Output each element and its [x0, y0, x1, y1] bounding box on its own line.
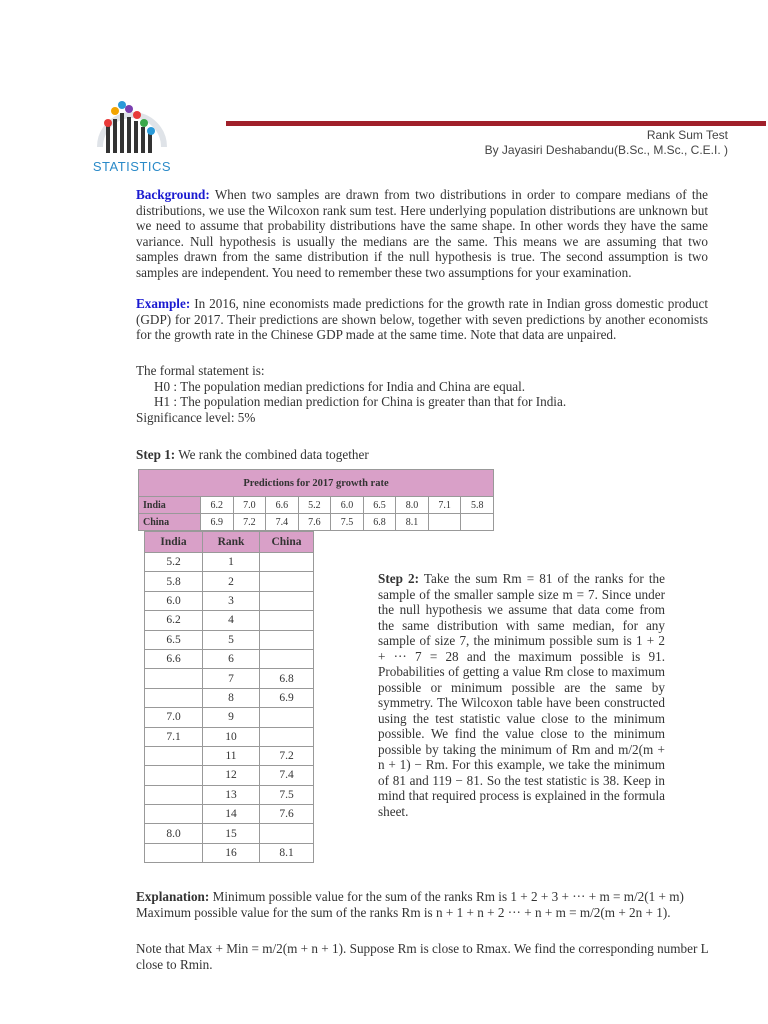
background-label: Background: [136, 187, 210, 202]
table-cell: 3 [203, 591, 260, 610]
logo-text: STATISTICS [92, 159, 172, 174]
table-cell: 8.1 [260, 843, 314, 862]
row-label-india: India [139, 497, 201, 514]
table-row [145, 553, 314, 572]
table-cell [260, 649, 314, 668]
table-row [145, 785, 314, 804]
table-cell: 10 [203, 727, 260, 746]
table-cell: 5.2 [298, 497, 331, 514]
header-rule [226, 121, 766, 126]
table-cell: 7.1 [145, 727, 203, 746]
table-cell: 7.6 [260, 805, 314, 824]
alt-hypothesis: H1 : The population median prediction for China is greater than that for India. [154, 394, 567, 410]
table-cell [145, 746, 203, 765]
significance-level: Significance level: 5% [136, 409, 256, 425]
table-row [139, 514, 494, 531]
table-row [145, 572, 314, 591]
table-cell: 7.6 [298, 514, 331, 531]
predictions-table [138, 469, 494, 531]
step2-paragraph [378, 571, 665, 819]
table-row [145, 766, 314, 785]
table-cell: 5.2 [145, 553, 203, 572]
table-cell: 6.5 [145, 630, 203, 649]
bar-chart-logo-icon [82, 95, 182, 157]
column-header-rank: Rank [203, 532, 260, 553]
table-cell: 6.9 [260, 688, 314, 707]
table-cell: 7.4 [260, 766, 314, 785]
table-cell [260, 611, 314, 630]
table-cell: 1 [203, 553, 260, 572]
table-cell: 5 [203, 630, 260, 649]
doc-title: Rank Sum Test [646, 128, 728, 142]
note-line1: Note that Max + Min = m/2(m + n + 1). Suppose Rm is close to Rmax. We find the corresponding number L [136, 941, 709, 956]
table-cell: 7.1 [428, 497, 461, 514]
table-cell [260, 591, 314, 610]
example-text: In 2016, nine economists made predictions for the growth rate in Indian gross domestic product (GDP) for 2017. Their predictions are shown below, together with seven predictions by another economists for the growth rate in the Chinese GDP made at the same time. Note that data are unpaired. [136, 296, 709, 343]
table-cell: 7.5 [260, 785, 314, 804]
table-row [145, 708, 314, 727]
step2-label: Step 2: [378, 571, 419, 586]
table-cell [260, 727, 314, 746]
column-header-india: India [145, 532, 203, 553]
statistics-logo [82, 95, 182, 175]
null-hypothesis: H0 : The population median predictions for India and China are equal. [154, 378, 526, 394]
table-cell [145, 805, 203, 824]
table-cell: 13 [203, 785, 260, 804]
table-cell: 6.8 [260, 669, 314, 688]
explanation [136, 889, 736, 920]
step2-text: Take the sum Rm = 81 of the ranks for the sample of the smaller sample size m = 7. Since under the null hypothesis we assume that data come from the same distribution with same median, for any sample of size 7, the minimum possible sum is 1 + 2 + ··· 7 = 28 and the maximum possible is 91. Probabilities of getting a value Rm close to maximum possible or minimum possible are the same by symmetry. The Wilcoxon table have been constructed using the test statistic value close to the minimum possible. We find the value close to the minimum possible by taking the minimum of Rm and m/2(m + n + 1) − Rm. For this example, we take the minimum of 81 and 119 − 81. So the test statistic is 38. Keep in mind that required process is explained in the formula sheet. [378, 571, 665, 819]
table-row [145, 688, 314, 707]
table-row [145, 630, 314, 649]
table-cell: 7 [203, 669, 260, 688]
table-cell: 5.8 [145, 572, 203, 591]
table-cell: 7.2 [233, 514, 266, 531]
example-paragraph [136, 296, 708, 343]
doc-author: By Jayasiri Deshabandu(B.Sc., M.Sc., C.E.I. ) [484, 143, 728, 157]
note [136, 941, 736, 972]
explanation-line1: Minimum possible value for the sum of the ranks Rm is 1 + 2 + 3 + ··· + m = m/2(1 + m) [212, 889, 684, 904]
predictions-table-title: Predictions for 2017 growth rate [139, 470, 494, 497]
table-cell: 6.6 [145, 649, 203, 668]
table-cell: 8.1 [396, 514, 429, 531]
table-cell: 6.0 [145, 591, 203, 610]
formal-statement [136, 363, 708, 425]
table-cell [260, 553, 314, 572]
example-label: Example: [136, 296, 191, 311]
table-cell [145, 688, 203, 707]
table-cell: 4 [203, 611, 260, 630]
table-cell: 11 [203, 746, 260, 765]
table-cell: 5.8 [461, 497, 494, 514]
table-cell [145, 785, 203, 804]
table-cell [260, 630, 314, 649]
table-row [145, 746, 314, 765]
table-row [145, 611, 314, 630]
step1-text: We rank the combined data together [178, 447, 369, 462]
table-cell [428, 514, 461, 531]
row-label-china: China [139, 514, 201, 531]
table-cell: 6.0 [331, 497, 364, 514]
table-cell: 6.9 [201, 514, 234, 531]
table-cell: 8.0 [396, 497, 429, 514]
table-cell [260, 572, 314, 591]
table-row [139, 497, 494, 514]
table-cell: 7.4 [266, 514, 299, 531]
explanation-label: Explanation: [136, 889, 210, 904]
table-cell [145, 766, 203, 785]
background-paragraph [136, 187, 708, 281]
table-cell [260, 824, 314, 843]
table-cell [145, 843, 203, 862]
table-cell: 6.8 [363, 514, 396, 531]
table-cell: 8.0 [145, 824, 203, 843]
table-cell: 6.2 [201, 497, 234, 514]
table-cell: 14 [203, 805, 260, 824]
table-row [145, 805, 314, 824]
table-cell: 15 [203, 824, 260, 843]
step1 [136, 447, 369, 463]
table-row [145, 669, 314, 688]
table-cell: 6 [203, 649, 260, 668]
table-cell: 7.0 [145, 708, 203, 727]
rank-table [144, 531, 314, 863]
explanation-line2: Maximum possible value for the sum of the ranks Rm is n + 1 + n + 2 ··· + n + m = m/2(m + 2n + 1). [136, 904, 671, 920]
background-text: When two samples are drawn from two distributions in order to compare medians of the distributions, we use the Wilcoxon rank sum test. Here underlying population distributions are unknown but we need to assume that probability distributions have the same shape. In other words they have the same variance. Null hypothesis is usually the medians are the same. This means we are assuming that two samples drawn from the same distribution if the null hypothesis is true. The second assumption is two samples are independent. You need to remember these two assumptions for your examination. [136, 187, 708, 280]
table-row [145, 649, 314, 668]
table-cell [461, 514, 494, 531]
table-row [145, 824, 314, 843]
table-cell: 7.5 [331, 514, 364, 531]
table-cell [145, 669, 203, 688]
step1-label: Step 1: [136, 447, 176, 462]
table-cell [260, 708, 314, 727]
table-row [145, 727, 314, 746]
table-cell: 16 [203, 843, 260, 862]
table-cell: 8 [203, 688, 260, 707]
table-row [145, 843, 314, 862]
table-cell: 7.0 [233, 497, 266, 514]
table-cell: 2 [203, 572, 260, 591]
table-cell: 6.2 [145, 611, 203, 630]
table-row [145, 591, 314, 610]
table-cell: 9 [203, 708, 260, 727]
formal-intro: The formal statement is: [136, 363, 265, 378]
note-line2: close to Rmin. [136, 956, 213, 972]
table-cell: 6.6 [266, 497, 299, 514]
table-cell: 12 [203, 766, 260, 785]
column-header-china: China [260, 532, 314, 553]
table-cell: 6.5 [363, 497, 396, 514]
table-cell: 7.2 [260, 746, 314, 765]
